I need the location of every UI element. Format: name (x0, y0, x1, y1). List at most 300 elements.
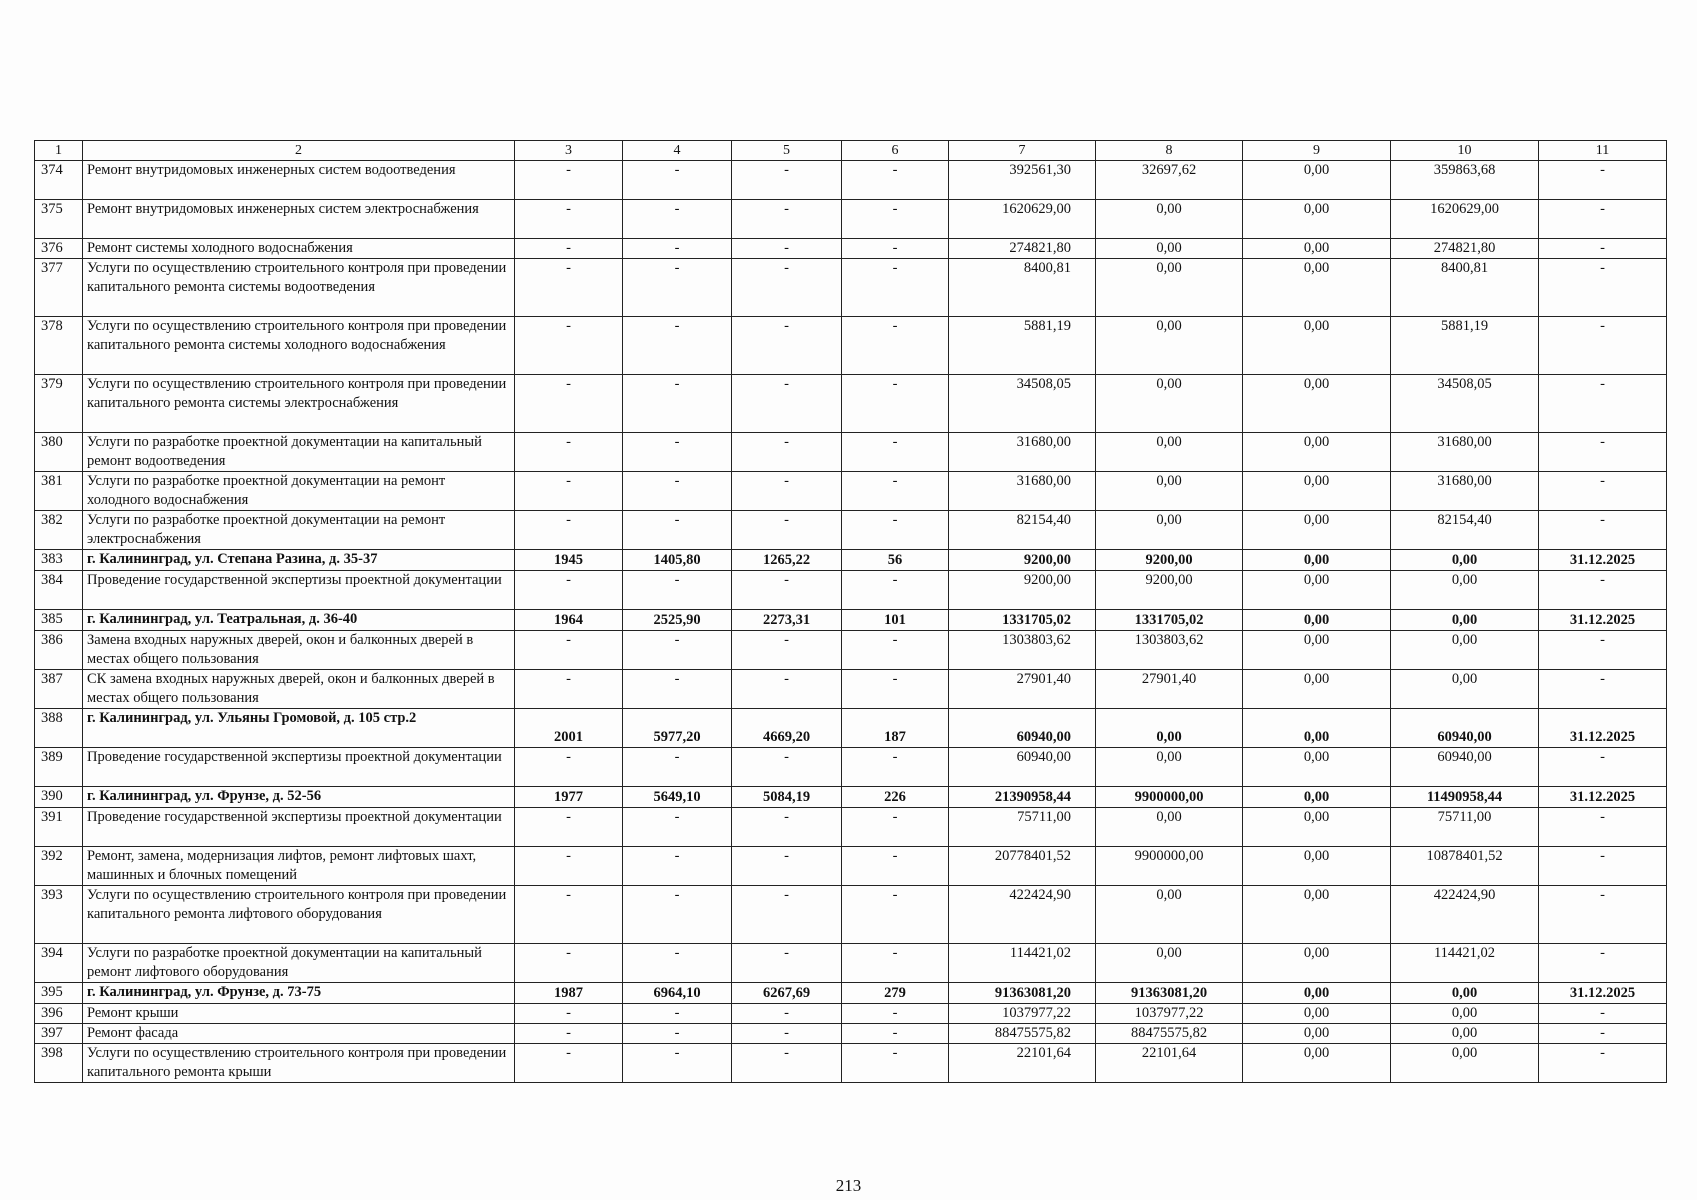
table-row (35, 1004, 1667, 1024)
table-row (35, 886, 1667, 944)
total-area: - (623, 1024, 732, 1044)
total-area: - (623, 472, 732, 511)
residential-area: - (732, 375, 842, 433)
fund-cost: 0,00 (1096, 433, 1243, 472)
residential-area: 1265,22 (732, 550, 842, 571)
residents-count: 101 (842, 610, 949, 631)
residential-area: - (732, 1044, 842, 1083)
residential-area: - (732, 847, 842, 886)
completion-date: - (1539, 1024, 1667, 1044)
row-number: 389 (35, 748, 83, 787)
fund-cost: 0,00 (1096, 200, 1243, 239)
row-description: Услуги по осуществлению строительного контроля при проведении капитального ремонта системы водоотведения (83, 259, 515, 317)
budget-cost: 0,00 (1243, 317, 1391, 375)
table-body (35, 161, 1667, 1083)
total-area: - (623, 808, 732, 847)
total-area: 5977,20 (623, 709, 732, 748)
fund-cost: 0,00 (1096, 472, 1243, 511)
total-area: - (623, 571, 732, 610)
fund-cost: 0,00 (1096, 944, 1243, 983)
owner-cost: 359863,68 (1391, 161, 1539, 200)
year-built: 2001 (515, 709, 623, 748)
column-number-row (35, 141, 1667, 161)
total-cost: 34508,05 (949, 375, 1096, 433)
total-area: - (623, 259, 732, 317)
total-cost: 31680,00 (949, 433, 1096, 472)
total-cost: 22101,64 (949, 1044, 1096, 1083)
total-cost: 27901,40 (949, 670, 1096, 709)
total-cost: 82154,40 (949, 511, 1096, 550)
total-cost: 1303803,62 (949, 631, 1096, 670)
completion-date: - (1539, 472, 1667, 511)
residents-count: - (842, 239, 949, 259)
residential-area: - (732, 317, 842, 375)
budget-cost: 0,00 (1243, 571, 1391, 610)
residential-area: - (732, 239, 842, 259)
total-cost: 1620629,00 (949, 200, 1096, 239)
year-built: - (515, 161, 623, 200)
total-cost: 60940,00 (949, 709, 1096, 748)
owner-cost: 10878401,52 (1391, 847, 1539, 886)
fund-cost: 9200,00 (1096, 550, 1243, 571)
residential-area: - (732, 571, 842, 610)
completion-date: - (1539, 631, 1667, 670)
residents-count: - (842, 1004, 949, 1024)
column-header: 9 (1243, 141, 1391, 161)
completion-date: - (1539, 317, 1667, 375)
fund-cost: 9900000,00 (1096, 787, 1243, 808)
total-area: - (623, 847, 732, 886)
owner-cost: 422424,90 (1391, 886, 1539, 944)
residents-count: - (842, 631, 949, 670)
residential-area: - (732, 886, 842, 944)
fund-cost: 1331705,02 (1096, 610, 1243, 631)
year-built: - (515, 375, 623, 433)
residents-count: - (842, 571, 949, 610)
residential-area: - (732, 433, 842, 472)
total-cost: 9200,00 (949, 571, 1096, 610)
table-row (35, 631, 1667, 670)
column-header: 4 (623, 141, 732, 161)
row-description: Услуги по осуществлению строительного контроля при проведении капитального ремонта лифтового оборудования (83, 886, 515, 944)
row-description: Проведение государственной экспертизы проектной документации (83, 808, 515, 847)
residential-area: 6267,69 (732, 983, 842, 1004)
budget-cost: 0,00 (1243, 511, 1391, 550)
total-cost: 274821,80 (949, 239, 1096, 259)
completion-date: - (1539, 1044, 1667, 1083)
table-row (35, 787, 1667, 808)
budget-cost: 0,00 (1243, 1024, 1391, 1044)
capital-repair-table (34, 140, 1667, 1083)
residents-count: - (842, 944, 949, 983)
budget-cost: 0,00 (1243, 239, 1391, 259)
fund-cost: 1303803,62 (1096, 631, 1243, 670)
row-description: г. Калининград, ул. Степана Разина, д. 35-37 (83, 550, 515, 571)
fund-cost: 91363081,20 (1096, 983, 1243, 1004)
column-header: 6 (842, 141, 949, 161)
completion-date: - (1539, 200, 1667, 239)
total-cost: 60940,00 (949, 748, 1096, 787)
completion-date: - (1539, 375, 1667, 433)
row-number: 386 (35, 631, 83, 670)
residents-count: - (842, 317, 949, 375)
owner-cost: 0,00 (1391, 1044, 1539, 1083)
budget-cost: 0,00 (1243, 433, 1391, 472)
budget-cost: 0,00 (1243, 200, 1391, 239)
residents-count: 56 (842, 550, 949, 571)
row-description: Услуги по разработке проектной документации на ремонт холодного водоснабжения (83, 472, 515, 511)
completion-date: - (1539, 161, 1667, 200)
total-area: - (623, 511, 732, 550)
row-number: 398 (35, 1044, 83, 1083)
row-number: 383 (35, 550, 83, 571)
row-description: Проведение государственной экспертизы проектной документации (83, 748, 515, 787)
residential-area: - (732, 200, 842, 239)
completion-date: 31.12.2025 (1539, 787, 1667, 808)
residential-area: - (732, 259, 842, 317)
owner-cost: 0,00 (1391, 571, 1539, 610)
row-description: г. Калининград, ул. Ульяны Громовой, д. 105 стр.2 (83, 709, 515, 748)
row-number: 380 (35, 433, 83, 472)
document-table-container (34, 140, 1666, 1083)
row-number: 381 (35, 472, 83, 511)
residents-count: - (842, 808, 949, 847)
row-description: г. Калининград, ул. Театральная, д. 36-40 (83, 610, 515, 631)
fund-cost: 27901,40 (1096, 670, 1243, 709)
owner-cost: 5881,19 (1391, 317, 1539, 375)
completion-date: - (1539, 259, 1667, 317)
row-number: 396 (35, 1004, 83, 1024)
table-row (35, 610, 1667, 631)
residential-area: - (732, 748, 842, 787)
table-row (35, 317, 1667, 375)
fund-cost: 9200,00 (1096, 571, 1243, 610)
completion-date: - (1539, 944, 1667, 983)
total-cost: 88475575,82 (949, 1024, 1096, 1044)
row-number: 382 (35, 511, 83, 550)
budget-cost: 0,00 (1243, 787, 1391, 808)
owner-cost: 31680,00 (1391, 472, 1539, 511)
total-area: 2525,90 (623, 610, 732, 631)
row-number: 391 (35, 808, 83, 847)
residential-area: - (732, 808, 842, 847)
residential-area: - (732, 1004, 842, 1024)
year-built: 1964 (515, 610, 623, 631)
table-row (35, 200, 1667, 239)
owner-cost: 0,00 (1391, 1024, 1539, 1044)
year-built: - (515, 631, 623, 670)
table-row (35, 748, 1667, 787)
total-area: 6964,10 (623, 983, 732, 1004)
owner-cost: 11490958,44 (1391, 787, 1539, 808)
row-number: 385 (35, 610, 83, 631)
row-description: Услуги по разработке проектной документации на ремонт электроснабжения (83, 511, 515, 550)
fund-cost: 9900000,00 (1096, 847, 1243, 886)
residents-count: 187 (842, 709, 949, 748)
column-header: 1 (35, 141, 83, 161)
row-description: Услуги по осуществлению строительного контроля при проведении капитального ремонта системы холодного водоснабжения (83, 317, 515, 375)
year-built: - (515, 200, 623, 239)
year-built: 1977 (515, 787, 623, 808)
completion-date: 31.12.2025 (1539, 550, 1667, 571)
budget-cost: 0,00 (1243, 670, 1391, 709)
row-number: 378 (35, 317, 83, 375)
residents-count: - (842, 161, 949, 200)
table-row (35, 239, 1667, 259)
residents-count: - (842, 886, 949, 944)
budget-cost: 0,00 (1243, 610, 1391, 631)
table-row (35, 808, 1667, 847)
total-cost: 9200,00 (949, 550, 1096, 571)
budget-cost: 0,00 (1243, 1004, 1391, 1024)
budget-cost: 0,00 (1243, 748, 1391, 787)
year-built: - (515, 944, 623, 983)
total-area: - (623, 239, 732, 259)
row-number: 397 (35, 1024, 83, 1044)
owner-cost: 60940,00 (1391, 748, 1539, 787)
fund-cost: 0,00 (1096, 375, 1243, 433)
budget-cost: 0,00 (1243, 161, 1391, 200)
residential-area: - (732, 944, 842, 983)
owner-cost: 0,00 (1391, 631, 1539, 670)
column-header: 11 (1539, 141, 1667, 161)
owner-cost: 8400,81 (1391, 259, 1539, 317)
completion-date: - (1539, 847, 1667, 886)
row-description: Ремонт крыши (83, 1004, 515, 1024)
total-area: - (623, 748, 732, 787)
table-row (35, 1024, 1667, 1044)
table-row (35, 670, 1667, 709)
completion-date: - (1539, 886, 1667, 944)
budget-cost: 0,00 (1243, 631, 1391, 670)
residents-count: - (842, 375, 949, 433)
budget-cost: 0,00 (1243, 983, 1391, 1004)
total-cost: 422424,90 (949, 886, 1096, 944)
row-description: Ремонт внутридомовых инженерных систем электроснабжения (83, 200, 515, 239)
column-header: 2 (83, 141, 515, 161)
residents-count: 226 (842, 787, 949, 808)
table-row (35, 259, 1667, 317)
completion-date: - (1539, 511, 1667, 550)
table-row (35, 511, 1667, 550)
column-header: 7 (949, 141, 1096, 161)
completion-date: - (1539, 571, 1667, 610)
total-area: - (623, 1044, 732, 1083)
residential-area: 4669,20 (732, 709, 842, 748)
column-header: 8 (1096, 141, 1243, 161)
table-row (35, 571, 1667, 610)
page-number: 213 (835, 1176, 862, 1195)
row-number: 395 (35, 983, 83, 1004)
total-area: 1405,80 (623, 550, 732, 571)
row-number: 394 (35, 944, 83, 983)
completion-date: - (1539, 670, 1667, 709)
table-row (35, 550, 1667, 571)
budget-cost: 0,00 (1243, 886, 1391, 944)
table-row (35, 375, 1667, 433)
table-row (35, 944, 1667, 983)
row-description: Услуги по осуществлению строительного контроля при проведении капитального ремонта системы электроснабжения (83, 375, 515, 433)
completion-date: 31.12.2025 (1539, 983, 1667, 1004)
row-number: 392 (35, 847, 83, 886)
fund-cost: 0,00 (1096, 511, 1243, 550)
row-description: Ремонт внутридомовых инженерных систем водоотведения (83, 161, 515, 200)
total-area: - (623, 433, 732, 472)
fund-cost: 88475575,82 (1096, 1024, 1243, 1044)
row-number: 375 (35, 200, 83, 239)
owner-cost: 75711,00 (1391, 808, 1539, 847)
year-built: - (515, 670, 623, 709)
total-cost: 91363081,20 (949, 983, 1096, 1004)
year-built: - (515, 317, 623, 375)
row-description: Ремонт фасада (83, 1024, 515, 1044)
owner-cost: 274821,80 (1391, 239, 1539, 259)
row-number: 377 (35, 259, 83, 317)
row-description: Проведение государственной экспертизы проектной документации (83, 571, 515, 610)
budget-cost: 0,00 (1243, 1044, 1391, 1083)
residential-area: - (732, 670, 842, 709)
row-number: 390 (35, 787, 83, 808)
table-row (35, 1044, 1667, 1083)
table-row (35, 433, 1667, 472)
row-number: 387 (35, 670, 83, 709)
fund-cost: 0,00 (1096, 808, 1243, 847)
residents-count: - (842, 511, 949, 550)
total-area: - (623, 161, 732, 200)
year-built: - (515, 571, 623, 610)
total-cost: 31680,00 (949, 472, 1096, 511)
total-cost: 8400,81 (949, 259, 1096, 317)
owner-cost: 0,00 (1391, 550, 1539, 571)
row-number: 393 (35, 886, 83, 944)
residents-count: - (842, 259, 949, 317)
owner-cost: 82154,40 (1391, 511, 1539, 550)
fund-cost: 0,00 (1096, 317, 1243, 375)
completion-date: - (1539, 808, 1667, 847)
residents-count: - (842, 433, 949, 472)
residents-count: - (842, 200, 949, 239)
total-cost: 1037977,22 (949, 1004, 1096, 1024)
row-description: Ремонт, замена, модернизация лифтов, ремонт лифтовых шахт, машинных и блочных помещений (83, 847, 515, 886)
owner-cost: 60940,00 (1391, 709, 1539, 748)
residential-area: - (732, 631, 842, 670)
residents-count: - (842, 748, 949, 787)
owner-cost: 31680,00 (1391, 433, 1539, 472)
budget-cost: 0,00 (1243, 709, 1391, 748)
completion-date: 31.12.2025 (1539, 610, 1667, 631)
total-area: - (623, 670, 732, 709)
budget-cost: 0,00 (1243, 550, 1391, 571)
total-area: - (623, 944, 732, 983)
table-row (35, 709, 1667, 748)
table-row (35, 472, 1667, 511)
row-description: г. Калининград, ул. Фрунзе, д. 73-75 (83, 983, 515, 1004)
row-description: Услуги по разработке проектной документации на капитальный ремонт водоотведения (83, 433, 515, 472)
residential-area: - (732, 1024, 842, 1044)
year-built: - (515, 433, 623, 472)
budget-cost: 0,00 (1243, 808, 1391, 847)
year-built: - (515, 472, 623, 511)
row-description: СК замена входных наружных дверей, окон и балконных дверей в местах общего пользования (83, 670, 515, 709)
year-built: - (515, 511, 623, 550)
year-built: - (515, 1024, 623, 1044)
residential-area: 2273,31 (732, 610, 842, 631)
completion-date: - (1539, 239, 1667, 259)
budget-cost: 0,00 (1243, 472, 1391, 511)
row-number: 374 (35, 161, 83, 200)
total-cost: 1331705,02 (949, 610, 1096, 631)
fund-cost: 0,00 (1096, 748, 1243, 787)
budget-cost: 0,00 (1243, 847, 1391, 886)
row-description: Замена входных наружных дверей, окон и балконных дверей в местах общего пользования (83, 631, 515, 670)
year-built: - (515, 239, 623, 259)
completion-date: - (1539, 1004, 1667, 1024)
row-number: 379 (35, 375, 83, 433)
total-cost: 21390958,44 (949, 787, 1096, 808)
total-area: - (623, 317, 732, 375)
owner-cost: 0,00 (1391, 1004, 1539, 1024)
residents-count: - (842, 1044, 949, 1083)
table-row (35, 983, 1667, 1004)
total-cost: 114421,02 (949, 944, 1096, 983)
owner-cost: 1620629,00 (1391, 200, 1539, 239)
fund-cost: 32697,62 (1096, 161, 1243, 200)
row-number: 388 (35, 709, 83, 748)
year-built: - (515, 259, 623, 317)
residential-area: - (732, 472, 842, 511)
row-description: Услуги по осуществлению строительного контроля при проведении капитального ремонта крыши (83, 1044, 515, 1083)
residents-count: - (842, 472, 949, 511)
column-header: 10 (1391, 141, 1539, 161)
total-area: - (623, 631, 732, 670)
total-area: 5649,10 (623, 787, 732, 808)
residents-count: - (842, 847, 949, 886)
fund-cost: 0,00 (1096, 239, 1243, 259)
residents-count: 279 (842, 983, 949, 1004)
year-built: - (515, 847, 623, 886)
owner-cost: 34508,05 (1391, 375, 1539, 433)
row-description: Услуги по разработке проектной документации на капитальный ремонт лифтового оборудования (83, 944, 515, 983)
column-header: 5 (732, 141, 842, 161)
total-area: - (623, 886, 732, 944)
budget-cost: 0,00 (1243, 375, 1391, 433)
residents-count: - (842, 670, 949, 709)
table-row (35, 161, 1667, 200)
row-number: 376 (35, 239, 83, 259)
total-cost: 20778401,52 (949, 847, 1096, 886)
residential-area: - (732, 161, 842, 200)
residential-area: - (732, 511, 842, 550)
completion-date: - (1539, 433, 1667, 472)
column-header: 3 (515, 141, 623, 161)
budget-cost: 0,00 (1243, 944, 1391, 983)
row-description: г. Калининград, ул. Фрунзе, д. 52-56 (83, 787, 515, 808)
year-built: 1987 (515, 983, 623, 1004)
row-number: 384 (35, 571, 83, 610)
row-description: Ремонт системы холодного водоснабжения (83, 239, 515, 259)
total-area: - (623, 1004, 732, 1024)
total-area: - (623, 375, 732, 433)
year-built: - (515, 1004, 623, 1024)
fund-cost: 1037977,22 (1096, 1004, 1243, 1024)
total-cost: 75711,00 (949, 808, 1096, 847)
year-built: - (515, 748, 623, 787)
year-built: - (515, 886, 623, 944)
budget-cost: 0,00 (1243, 259, 1391, 317)
owner-cost: 0,00 (1391, 983, 1539, 1004)
completion-date: - (1539, 748, 1667, 787)
total-area: - (623, 200, 732, 239)
